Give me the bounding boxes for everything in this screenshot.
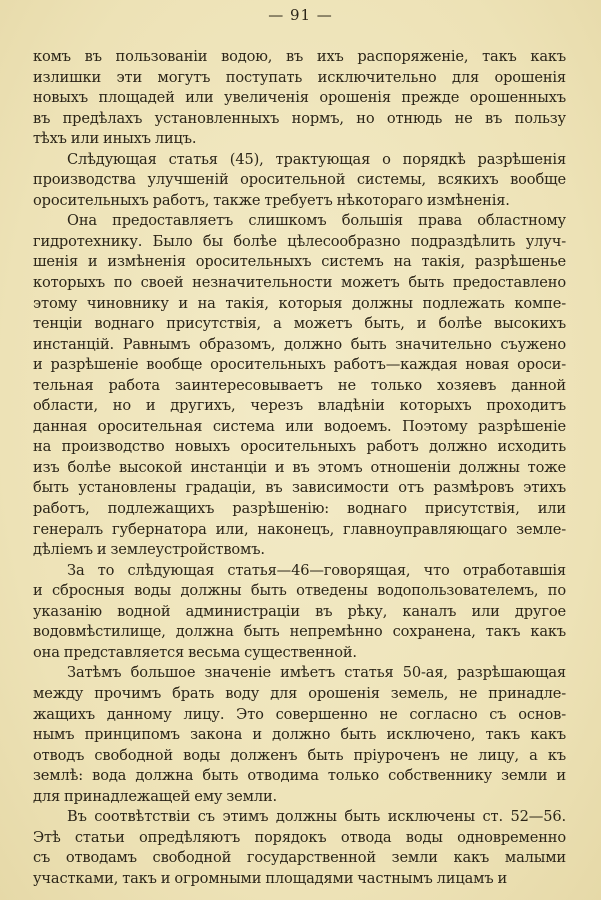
paragraph [33, 807, 566, 889]
paragraph [33, 561, 566, 664]
text-line: участками, такъ и огромными площадями частнымъ лицамъ и [33, 869, 508, 887]
text-line: излишки эти могутъ поступать исключительно для орошенія [33, 68, 566, 86]
text-line: дѣліемъ и землеустройствомъ. [33, 541, 265, 559]
text-line: инстанцій. Равнымъ образомъ, должно быть значительно съужено [33, 335, 566, 353]
text-line: съ отводамъ свободной государственной земли какъ малыми [33, 849, 566, 867]
text-line: Этѣ статьи опредѣляютъ порядокъ отвода воды одновременно [33, 828, 566, 846]
text-line: данная оросительная система или водоемъ. Поэтому разрѣшеніе [33, 417, 566, 435]
page-number: — 91 — [268, 6, 333, 24]
text-line: гидротехнику. Было бы болѣе цѣлесообразно подраздѣлить улуч- [33, 232, 566, 250]
text-line: генералъ губернатора или, наконецъ, главноуправляющаго земле- [33, 520, 566, 538]
text-line: Въ соотвѣтствіи съ этимъ должны быть исключены ст. 52—56. [67, 808, 566, 826]
text-line: отводъ свободной воды долженъ быть пріуроченъ не лицу, а къ [33, 746, 566, 764]
text-line: Она предоставляетъ слишкомъ большія права областному [67, 212, 566, 230]
text-line: нымъ принципомъ закона и должно быть исключено, такъ какъ [33, 726, 566, 744]
text-line: тельная работа заинтересовываетъ не только хозяевъ данной [33, 376, 566, 394]
text-line: Слѣдующая статья (45), трактующая о порядкѣ разрѣшенія [67, 150, 566, 168]
text-line: работъ, подлежащихъ разрѣшенію: воднаго присутствія, или [33, 500, 566, 518]
text-line: области, но и другихъ, черезъ владѣніи которыхъ проходитъ [33, 397, 566, 415]
text-line: этому чиновнику и на такія, которыя должны подлежать компе- [33, 294, 566, 312]
text-line: быть установлены градаціи, въ зависимости отъ размѣровъ этихъ [33, 479, 566, 497]
text-line: и разрѣшеніе вообще оросительныхъ работъ—каждая новая ороси- [33, 356, 566, 374]
text-line: водовмѣстилище, должна быть непремѣнно сохранена, такъ какъ [33, 623, 566, 641]
paragraph [33, 663, 566, 807]
paragraph [33, 150, 566, 212]
body-text [33, 47, 566, 889]
text-line: жащихъ данному лицу. Это совершенно не согласно съ основ- [33, 705, 566, 723]
paragraph [33, 211, 566, 560]
text-line: шенія и измѣненія оросительныхъ системъ на такія, разрѣшенье [33, 253, 566, 271]
text-line: въ предѣлахъ установленныхъ нормъ, но отнюдь не въ пользу [33, 109, 566, 127]
text-line: тѣхъ или иныхъ лицъ. [33, 130, 197, 148]
text-line: и сбросныя воды должны быть отведены водопользователемъ, по [33, 582, 566, 600]
text-line: тенціи воднаго присутствія, а можетъ быть, и болѣе высокихъ [33, 315, 566, 333]
text-line: которыхъ по своей незначительности можетъ быть предоставлено [33, 274, 566, 292]
text-line: новыхъ площадей или увеличенія орошенія прежде орошенныхъ [33, 89, 566, 107]
text-line: Затѣмъ большое значеніе имѣетъ статья 50-ая, разрѣшающая [67, 664, 566, 682]
text-line: указанію водной администраціи въ рѣку, каналъ или другое [33, 602, 566, 620]
text-line: изъ болѣе высокой инстанціи и въ этомъ отношеніи должны тоже [33, 458, 566, 476]
text-line: для принадлежащей ему земли. [33, 787, 278, 805]
text-line: оросительныхъ работъ, также требуетъ нѣкотораго измѣненія. [33, 191, 510, 209]
text-line: землѣ: вода должна быть отводима только собственнику земли и [33, 767, 566, 785]
text-line: За то слѣдующая статья—46—говорящая, что отработавшія [67, 561, 566, 579]
text-line: она представляется весьма существенной. [33, 643, 357, 661]
text-line: между прочимъ брать воду для орошенія земель, не принадле- [33, 684, 566, 702]
text-line: комъ въ пользованіи водою, въ ихъ распоряженіе, такъ какъ [33, 48, 566, 65]
paragraph [33, 47, 566, 150]
text-line: производства улучшеній оросительной системы, всякихъ вообще [33, 171, 566, 189]
text-line: на производство новыхъ оросительныхъ работъ должно исходить [33, 438, 566, 456]
